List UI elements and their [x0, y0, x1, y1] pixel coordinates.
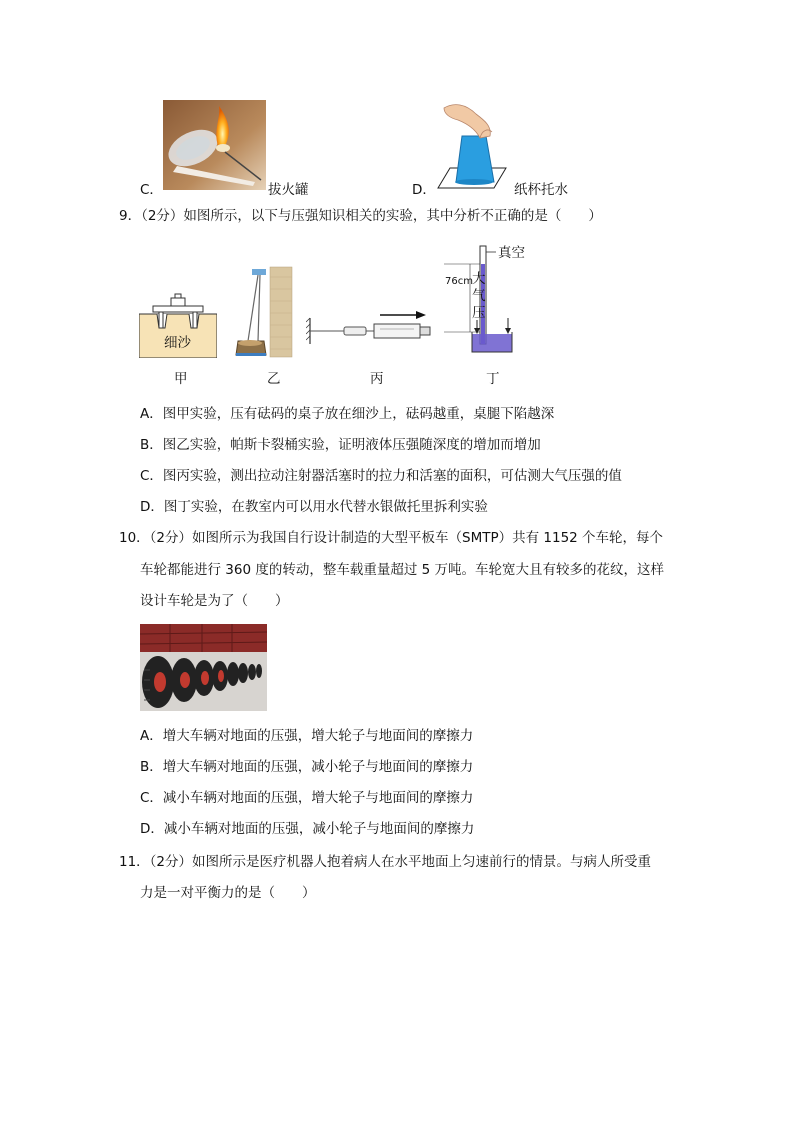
figure-jia-sand-label: 细沙	[164, 335, 191, 351]
q8-option-d-caption: 纸杯托水	[514, 182, 568, 198]
figure-yi-label: 乙	[267, 371, 281, 387]
paper-cup-photo	[436, 100, 508, 192]
q10-stem-line-2: 车轮都能进行 360 度的转动，整车载重量超过 5 万吨。车轮宽大且有较多的花纹，这样	[140, 562, 665, 578]
q11-stem-line-1: 11．（2分）如图所示是医疗机器人抱着病人在水平地面上匀速前行的情景。与病人所受重	[119, 854, 652, 870]
figure-ding-atm-2: 气	[472, 288, 486, 304]
q11-stem-line-2: 力是一对平衡力的是（ ）	[140, 885, 316, 901]
figure-bing	[306, 308, 434, 346]
q9-stem: 9．（2分）如图所示，以下与压强知识相关的实验，其中分析不正确的是（ ）	[119, 208, 602, 224]
q10-option-b: B．增大车辆对地面的压强，减小轮子与地面间的摩擦力	[140, 759, 474, 775]
figure-ding-atm-3: 压	[472, 305, 486, 321]
figure-bing-label: 丙	[370, 371, 384, 387]
figure-ding-atm-1: 大	[472, 271, 486, 287]
q9-option-d: D．图丁实验，在教室内可以用水代替水银做托里拆利实验	[140, 499, 488, 515]
q9-option-b: B．图乙实验，帕斯卡裂桶实验，证明液体压强随深度的增加而增加	[140, 437, 541, 453]
q9-option-a: A．图甲实验，压有砝码的桌子放在细沙上，砝码越重，桌腿下陷越深	[140, 406, 555, 422]
q10-stem-line-3: 设计车轮是为了（ ）	[140, 593, 289, 609]
q10-option-c: C．减小车辆对地面的压强，增大轮子与地面间的摩擦力	[140, 790, 474, 806]
q9-option-c: C．图丙实验，测出拉动注射器活塞时的拉力和活塞的面积，可估测大气压强的值	[140, 468, 622, 484]
smtp-wheels-photo	[140, 624, 267, 711]
figure-jia-label: 甲	[174, 371, 188, 387]
q8-option-c-letter: C．	[140, 182, 163, 198]
figure-ding-label: 丁	[486, 371, 500, 387]
q8-option-c-caption: 拔火罐	[268, 182, 309, 198]
fire-cupping-photo	[163, 100, 266, 190]
figure-ding-vacuum-label: 真空	[498, 245, 525, 261]
q10-stem-line-1: 10．（2分）如图所示为我国自行设计制造的大型平板车（SMTP）共有 1152 个车轮，每个	[119, 530, 664, 546]
q8-option-d-letter: D．	[412, 182, 436, 198]
q10-option-d: D．减小车辆对地面的压强，减小轮子与地面间的摩擦力	[140, 821, 475, 837]
q10-option-a: A．增大车辆对地面的压强，增大轮子与地面间的摩擦力	[140, 728, 474, 744]
figure-yi	[234, 265, 294, 358]
figure-ding-height-label: 76cm	[445, 276, 473, 287]
